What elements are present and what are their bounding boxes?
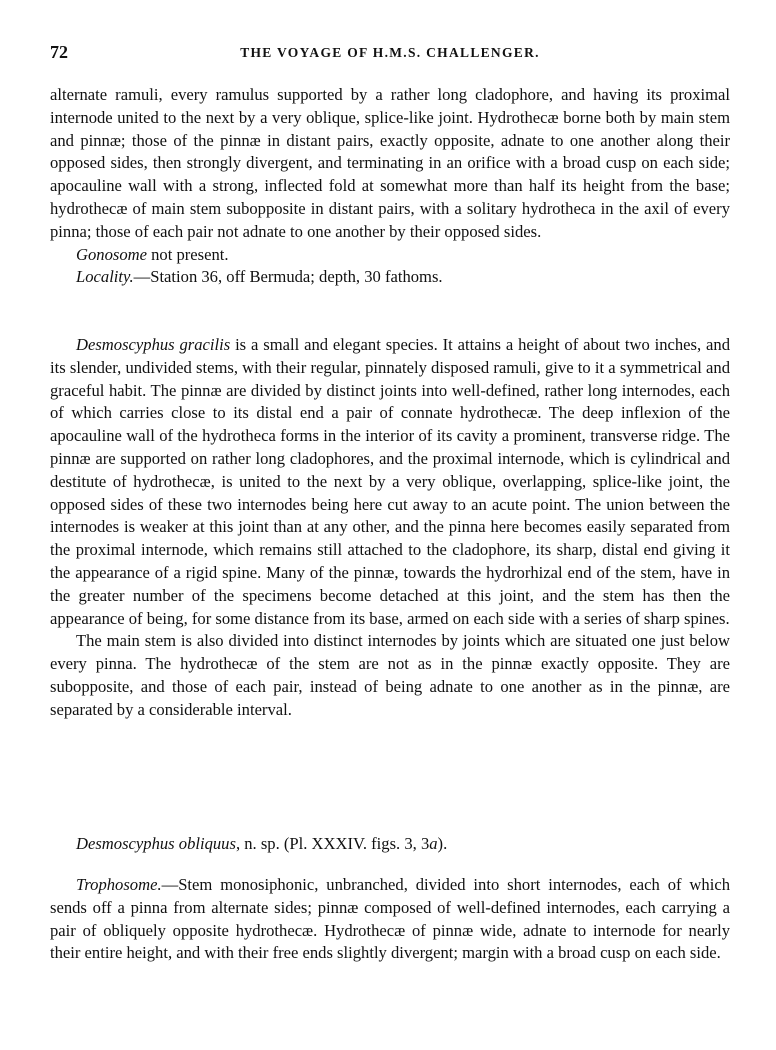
gonosome-label: Gonosome (76, 244, 147, 264)
gonosome-line (50, 244, 730, 267)
species-heading-text-b: ). (437, 834, 448, 853)
species-name-obliquus: Desmoscyphus obliquus (76, 834, 236, 853)
running-title: THE VOYAGE OF H.M.S. CHALLENGER. (240, 45, 540, 60)
discussion-block (50, 334, 730, 722)
discussion-text: is a small and elegant species. It attains a height of about two inches, and its slender, undivided stems, with their regular, pinnately disposed ramuli, give to it a symmetrical and graceful habit. The pinnæ are divided by distinct joints into well-defined, rather long internodes, each of which carries close to its distal end a pair of connate hydrothecæ. The deep inflexion of the apocauline wall of the hydrotheca forms in the interior of its cavity a prominent, transverse ridge. The pinnæ are supported on rather long cladophores, and the proximal internode, which is cylindrical and destitute of hydrothecæ, is united to the next by a very oblique, overlapping, splice-like joint, the opposed sides of these two internodes being here cut away to an acute point. The union between the internodes is weaker at this joint than at any other, and the pinna here becomes easily separated from the proximal internode, which remains still attached to the cladophore, its sharp, distal end giving it the appearance of a rigid spine. Many of the pinnæ, towards the hydrorhizal end of the stem, have in the greater number of the specimens become detached at this joint, and the stem has then the appearance of being, for some distance from its base, armed on each side with a series of sharp spines. (50, 335, 730, 628)
species-name-gracilis: Desmoscyphus gracilis (76, 335, 231, 354)
species-heading-text-a: , n. sp. (Pl. XXXIV. figs. 3, 3 (235, 834, 430, 853)
gonosome-text: not present. (146, 244, 229, 264)
figure-letter: a (429, 834, 438, 853)
trophosome-paragraph (50, 874, 730, 965)
diagnosis-block (50, 84, 730, 289)
page-header (50, 42, 730, 66)
main-stem-paragraph: The main stem is also divided into distinct internodes by joints which are situated one just below every pinna. The hydrothecæ of the stem are not as in the pinnæ exactly opposite. They are subopposite, and those of each pair, instead of being adnate to one another as in the pinnæ, are separated by a considerable interval. (50, 631, 730, 719)
trophosome-block (50, 874, 730, 965)
locality-label: Locality. (76, 267, 134, 287)
page-number: 72 (50, 42, 68, 62)
trophosome-text: —Stem monosiphonic, unbranched, divided into short internodes, each of which sends off a pinna from alternate sides; pinnæ composed of well-defined internodes, each carrying a pair of obliquely opposite hydrothecæ. Hydrothecæ of pinnæ wide, adnate to internode for nearly their entire height, and with their free ends slightly divergent; margin with a broad cusp on each side. (50, 875, 730, 963)
locality-text: —Station 36, off Bermuda; depth, 30 fathoms. (133, 267, 443, 287)
discussion-paragraph (50, 334, 730, 630)
species-heading (50, 833, 730, 856)
locality-line (50, 266, 730, 289)
diagnosis-paragraph: alternate ramuli, every ramulus supported by a rather long cladophore, and having its proximal internode united to the next by a very oblique, splice-like joint. Hydrothecæ borne both by main stem and pinnæ; those of the pinnæ in distant pairs, exactly opposite, adnate to one another along their opposed sides, then strongly divergent, and terminating in an orifice with a broad cusp on each side; apocauline wall with a strong, inflected fold at somewhat more than half its height from the base; hydrothecæ of main stem subopposite in distant pairs, with a solitary hydrotheca in the axil of every pinna; those of each pair not adnate to one another by their opposed sides. (50, 85, 730, 241)
trophosome-label: Trophosome. (76, 875, 162, 894)
